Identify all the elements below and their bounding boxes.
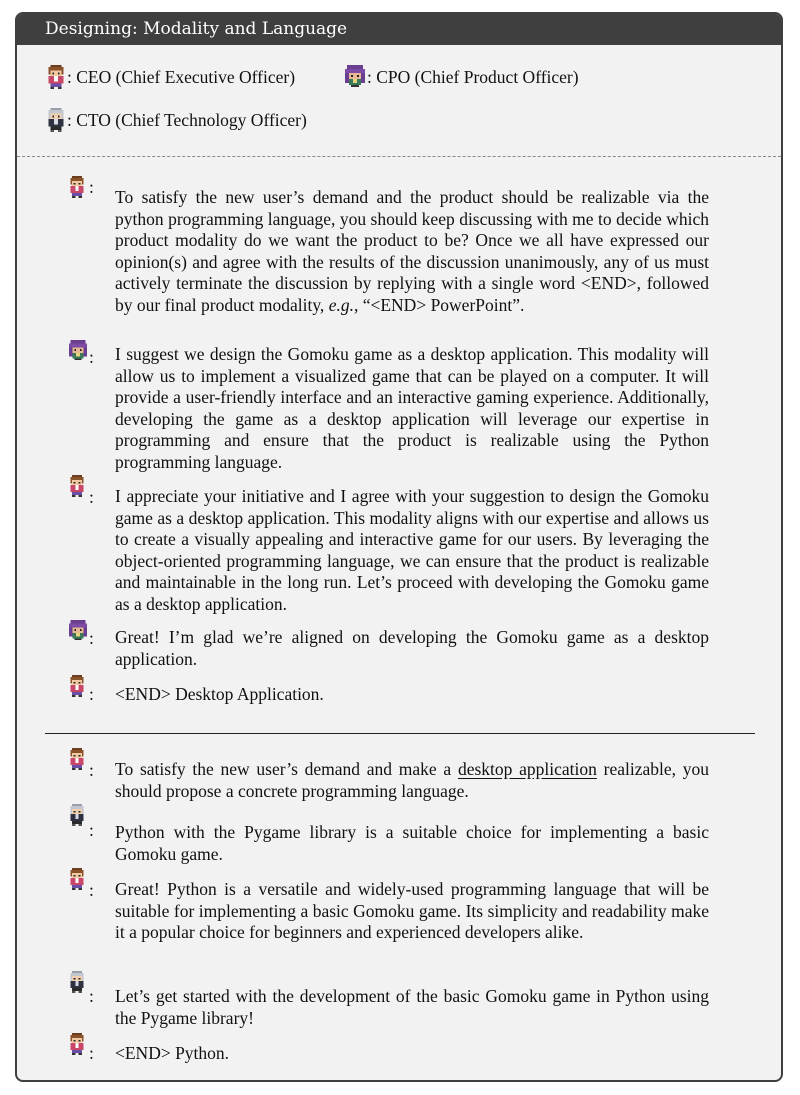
speaker-colon: : — [89, 760, 94, 780]
cto-avatar-icon — [67, 969, 87, 995]
role-cpo-label: : CPO (Chief Product Officer) — [367, 66, 579, 87]
message-text: To satisfy the new user’s demand and make a desktop application realizable, you should propose a concrete programming language. — [115, 759, 709, 801]
speaker-colon: : — [89, 487, 94, 507]
ceo-avatar-icon — [67, 1032, 87, 1056]
message-text: To satisfy the new user’s demand and the product should be realizable via the python programming language, you should keep discussing with me to decide which product modality do we want the product to be? Once we all have expressed our opinion(s) and agree with the results of the discussion unanimously, any of us must actively terminate the discussion by replying with a single word <END>, followed by our final product modality, e.g., “<END> PowerPoint”. — [115, 187, 709, 315]
message-text: <END> Desktop Application. — [115, 684, 324, 704]
ceo-avatar-icon — [67, 474, 87, 498]
cto-avatar-icon — [45, 106, 67, 134]
speaker-colon: : — [89, 986, 94, 1006]
ceo-avatar-icon — [45, 64, 67, 90]
speaker-colon: : — [89, 684, 94, 704]
message-text: Great! Python is a versatile and widely-used programming language that will be suitable for implementing a basic Gomoku game. Its simplicity and readability make it a popular choice for beginners and experienced developers alike. — [115, 879, 709, 943]
cto-avatar-icon — [67, 802, 87, 828]
speaker-colon: : — [89, 1043, 94, 1063]
speaker-colon: : — [89, 347, 94, 367]
message-text: <END> Python. — [115, 1043, 230, 1063]
cpo-avatar-icon — [67, 619, 89, 643]
speaker-colon: : — [89, 880, 94, 900]
underlined-term: desktop application — [457, 759, 597, 779]
message-text: I suggest we design the Gomoku game as a desktop application. This modality will allow us to implement a visualized game that can be played on a computer. It will provide a user-friendly interface and an interactive gaming experience. Additionally, developing the game as a desktop application will leverage our expertise in programming and ensure that the product is realizable using the Python programming language. — [115, 344, 709, 472]
message-text: Let’s get started with the development of the basic Gomoku game in Python using the Pygame library! — [115, 986, 709, 1028]
ceo-avatar-icon — [67, 175, 87, 199]
dashed-divider — [17, 156, 781, 157]
speaker-colon: : — [89, 177, 94, 197]
role-cto — [45, 106, 307, 134]
ceo-avatar-icon — [67, 867, 87, 891]
speaker-colon: : — [89, 820, 94, 840]
message-text: Python with the Pygame library is a suitable choice for implementing a basic Gomoku game. — [115, 822, 709, 864]
role-cpo — [343, 64, 579, 90]
cpo-avatar-icon — [67, 339, 89, 363]
panel-title: Designing: Modality and Language — [17, 14, 781, 45]
role-cto-label: : CTO (Chief Technology Officer) — [67, 109, 307, 130]
message-text: Great! I’m glad we’re aligned on developing the Gomoku game as a desktop application. — [115, 627, 709, 669]
message-text: I appreciate your initiative and I agree with your suggestion to design the Gomoku game as a desktop application. This modality aligns with our expertise and allows us to create a visually appealing and interactive game for our users. By leveraging the object-oriented programming language, we can ensure that the product is realizable and maintainable in the long run. Let’s proceed with developing the Gomoku game as a desktop application. — [115, 486, 709, 614]
ceo-avatar-icon — [67, 747, 87, 771]
cpo-avatar-icon — [343, 64, 367, 90]
section-divider — [45, 733, 755, 734]
role-ceo — [45, 64, 295, 90]
dialogue-panel — [15, 12, 783, 1082]
role-ceo-label: : CEO (Chief Executive Officer) — [67, 66, 296, 87]
ceo-avatar-icon — [67, 674, 87, 698]
speaker-colon: : — [89, 628, 94, 648]
